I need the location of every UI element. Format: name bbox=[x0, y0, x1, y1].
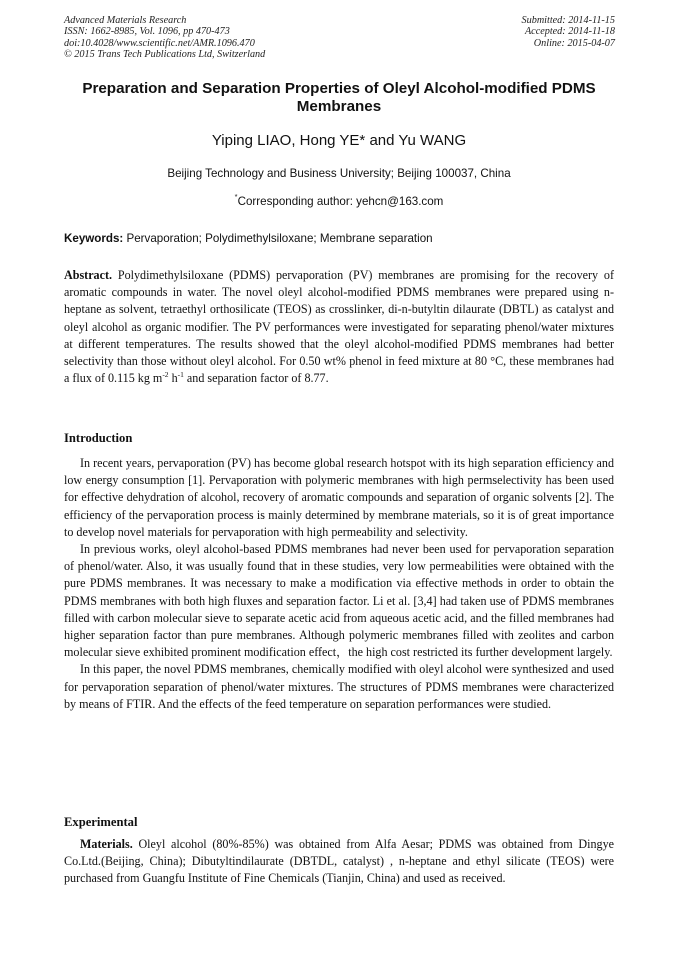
journal-info bbox=[64, 15, 265, 61]
submitted-date: Submitted: 2014-11-15 bbox=[521, 15, 615, 26]
accepted-date: Accepted: 2014-11-18 bbox=[524, 26, 615, 38]
affiliation: Beijing Technology and Business University; Beijing 100037, China bbox=[167, 167, 511, 180]
submission-dates bbox=[522, 15, 615, 49]
unit-exponent: -1 bbox=[177, 370, 184, 380]
keywords bbox=[64, 232, 614, 246]
experimental-heading: Experimental bbox=[64, 815, 138, 829]
abstract-unit-h: h bbox=[168, 371, 178, 386]
journal-doi[interactable]: doi:10.4028/www.scientific.net/AMR.1096.470 bbox=[64, 37, 255, 49]
author-list: Yiping LIAO, Hong YE* and Yu WANG bbox=[211, 132, 467, 149]
abstract-text: Polydimethylsiloxane (PDMS) pervaporation (PV) membranes are promising for the recovery of aromatic compounds in water. The novel oleyl alcohol-modified PDMS membranes were prepared using n-heptane as solvent, tetraethyl orthosilicate (TEOS) as crosslinker, di-n-butyltin dilaurate (DBTL) as catalyst and oleyl alcohol as organic modifier. The PV performances were investigated for separating phenol/water mixtures at different temperatures. The results showed that the oleyl alcohol-modified PDMS membranes had better selectivity than those without oleyl alcohol. For 0.50 wt% phenol in feed mixture at 80 °C, these membranes had a flux of 0.115 kg m bbox=[64, 268, 614, 386]
keywords-text: Pervaporation; Polydimethylsiloxane; Membrane separation bbox=[123, 232, 433, 245]
abstract bbox=[64, 267, 614, 387]
keywords-label: Keywords: bbox=[64, 232, 124, 245]
paragraph bbox=[64, 836, 614, 888]
introduction-body bbox=[64, 455, 614, 713]
abstract-label: Abstract. bbox=[64, 268, 113, 282]
journal-copyright: © 2015 Trans Tech Publications Ltd, Switzerland bbox=[64, 49, 266, 61]
paragraph: In previous works, oleyl alcohol-based PDMS membranes had never been used for pervaporation separation of phenol/water. Also, it was usually found that in these studies, very low permeabilities were obtained with the pure PDMS membranes. It was necessary to make a modification via effective methods in order to obtain the PDMS membranes with both high fluxes and separation factor. Li et al. [3,4] had taken use of PDMS membranes filled with carbon molecular sieve to separate acetic acid from aqueous acetic acid, and the filled membranes had higher separation factor than pure membranes. Although polymeric membranes filled with zeolites and carbon molecular sieve exhibited prominent modification effect，the high cost restricted its further development largely. bbox=[64, 542, 614, 660]
unit-exponent: -2 bbox=[162, 370, 169, 380]
introduction-heading: Introduction bbox=[64, 431, 133, 445]
corresponding-author bbox=[60, 191, 618, 209]
journal-issn: ISSN: 1662-8985, Vol. 1096, pp 470-473 bbox=[64, 26, 230, 38]
online-date: Online: 2015-04-07 bbox=[533, 37, 615, 49]
paragraph: In this paper, the novel PDMS membranes, chemically modified with oleyl alcohol were synthesized and used for pervaporation separation of phenol/water mixtures. The structures of PDMS membranes were characterized by means of FTIR. And the effects of the feed temperature on separation performances were studied. bbox=[64, 662, 614, 711]
corresponding-text: Corresponding author: yehcn@163.com bbox=[237, 194, 444, 208]
journal-name: Advanced Materials Research bbox=[64, 15, 187, 26]
paragraph: In recent years, pervaporation (PV) has become global research hotspot with its high separation efficiency and low energy consumption [1]. Pervaporation with polymeric membranes with high permselectivity has been used for effective dehydration of alcohol, recovery of aromatic compounds and separation of organic solvents [2]. The efficiency of the pervaporation process is mainly determined by membrane materials, so it is of great importance to develop novel materials for pervaporation with high permeability and selectivity. bbox=[64, 456, 614, 539]
abstract-text-end: and separation factor of 8.77. bbox=[183, 371, 329, 386]
materials-label: Materials. bbox=[80, 837, 133, 851]
paper-title: Preparation and Separation Properties of Oleyl Alcohol-modified PDMS Membranes bbox=[82, 80, 596, 116]
materials-text: Oleyl alcohol (80%-85%) was obtained from Alfa Aesar; PDMS was obtained from Dingye Co.Ltd.(Beijing, China); Dibutyltindilaurate (DBTDL, catalyst) , n-heptane and ethyl silicate (TEOS) were purchased from Guangfu Institute of Fine Chemicals (Tianjin, China) and used as received. bbox=[64, 837, 614, 886]
experimental-body bbox=[64, 836, 614, 888]
corresponding-mark: * bbox=[234, 192, 238, 201]
